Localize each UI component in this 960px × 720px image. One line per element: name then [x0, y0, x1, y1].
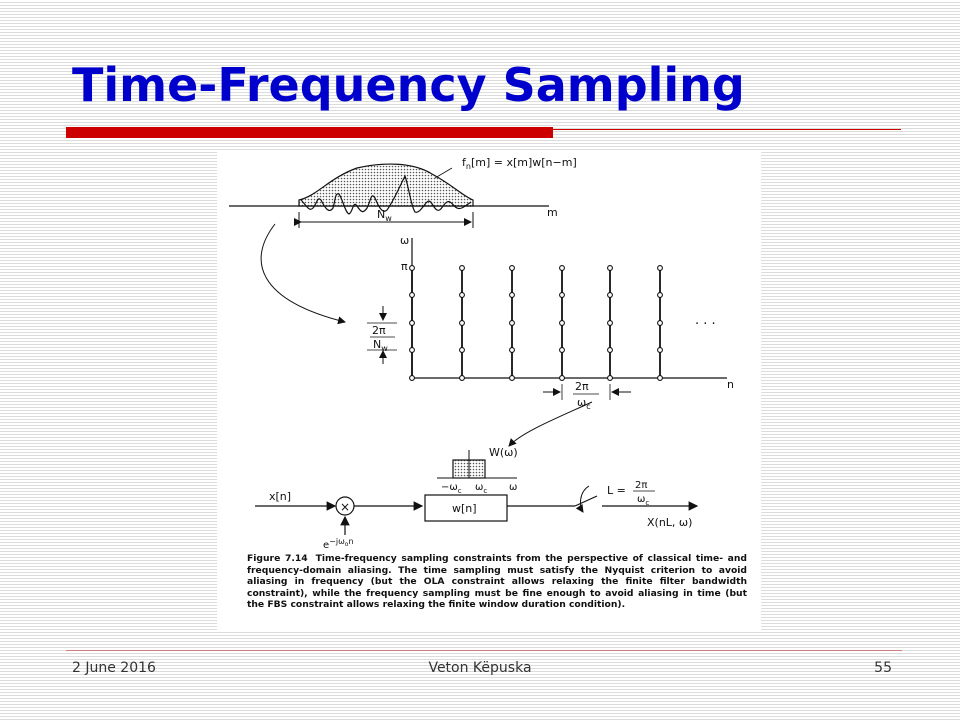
slide-title: Time-Frequency Sampling	[72, 58, 745, 112]
lattice-columns	[412, 268, 660, 378]
n-axis-label: n	[727, 378, 734, 391]
freq-spacing-den-main: N	[373, 338, 382, 351]
footer-date: 2 June 2016	[72, 660, 156, 676]
svg-text:ωc: $\omega_c$	[475, 482, 488, 495]
fn-equation-rest: [m] = x[m]w[n−m]	[470, 156, 577, 169]
svg-text:Nw	[377, 208, 392, 223]
multiplier-symbol: ×	[340, 500, 351, 514]
svg-text:Nw	[373, 338, 388, 353]
ellipsis: · · ·	[695, 317, 716, 332]
freq-spacing-den-sub: w	[381, 344, 388, 353]
lattice-points	[410, 266, 663, 381]
neg-omega-c: −ω	[441, 482, 458, 493]
freq-spacing-numerator: 2π	[372, 324, 386, 337]
Nw-label-main: N	[377, 208, 386, 221]
L-numerator: 2π	[635, 480, 648, 491]
filter-response	[437, 446, 518, 495]
fn-equation-sub: n	[465, 162, 471, 171]
pi-tick-label: π	[401, 260, 408, 273]
sampler-switch	[575, 496, 597, 506]
omega-axis-label: ω	[400, 234, 410, 247]
windowed-signal-group	[229, 156, 577, 228]
omega-right-label: ω	[509, 482, 518, 493]
mod-exponent: −jω	[329, 537, 345, 546]
sampling-lattice	[367, 234, 734, 411]
time-spacing-numerator: 2π	[575, 380, 589, 393]
frequency-spacing-annotation	[367, 306, 397, 364]
footer-author: Veton Këpuska	[428, 660, 532, 676]
svg-text:ωc: $\omega_c$	[637, 494, 650, 507]
figure-caption	[247, 553, 747, 611]
title-underline-thin	[553, 129, 901, 130]
fn-equation-f: f	[462, 156, 466, 169]
pos-omega-c: ω	[475, 482, 484, 493]
time-spacing-den-sub: c	[586, 402, 591, 411]
figure-panel	[217, 150, 761, 632]
mod-e: e	[323, 540, 330, 551]
svg-text:−ωc: $-\omega_c$	[441, 482, 462, 495]
m-axis-label: m	[547, 206, 558, 219]
time-spacing-annotation	[543, 380, 631, 411]
caption-label: Figure 7.14	[247, 553, 308, 564]
page-number: 55	[874, 660, 892, 676]
caption-text: Time-frequency sampling constraints from the perspective of classical time- and frequency-domain aliasing. The time sampling must satisfy the Nyquist criterion to avoid aliasing in frequency (but the OLA constraint allows relaxing the finite filter bandwidth constraint), while the frequency sampling must be fine enough to avoid aliasing in time (but the FBS constraint allows relaxing the finite window duration condition).	[247, 553, 747, 611]
svg-text:e−jωon: $e^{-j\omega}_o^n$	[323, 537, 354, 551]
output-label: X(nL, ω)	[647, 516, 693, 529]
window-envelope	[299, 164, 473, 206]
L-label: L =	[607, 484, 626, 497]
sampler-rotation-arrow	[581, 486, 589, 512]
Nw-label-sub: w	[385, 214, 392, 223]
curved-arrow-to-grid	[261, 224, 345, 322]
input-label: x[n]	[269, 490, 292, 503]
footer-divider	[66, 650, 902, 651]
L-den-main: ω	[637, 494, 646, 505]
time-spacing-den-main: ω	[577, 396, 587, 409]
svg-text:fn[m] = x[m]w[n−m]	[462, 156, 577, 171]
title-underline-thick	[66, 127, 553, 138]
W-label: W(ω)	[489, 446, 518, 459]
filter-label: w[n]	[452, 502, 477, 515]
